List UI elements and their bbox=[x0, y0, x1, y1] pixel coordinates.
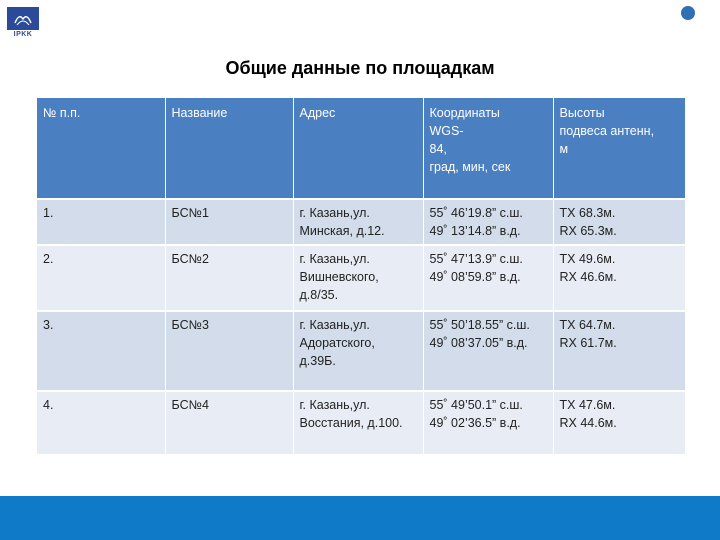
table-row bbox=[37, 199, 685, 245]
table-cell: 55˚ 47’13.9” с.ш. 49˚ 08’59.8” в.д. bbox=[423, 245, 553, 311]
table-cell: 55˚ 46’19.8” с.ш. 49˚ 13’14.8” в.д. bbox=[423, 199, 553, 245]
column-header: № п.п. bbox=[37, 98, 165, 199]
table-row bbox=[37, 245, 685, 311]
table-row bbox=[37, 391, 685, 455]
table-cell: 3. bbox=[37, 311, 165, 391]
table-cell: TX 47.6м. RX 44.6м. bbox=[553, 391, 685, 455]
bird-emblem-icon bbox=[13, 11, 33, 27]
sites-table bbox=[37, 98, 686, 456]
motorola-logo-icon bbox=[681, 6, 695, 20]
logo-text: IPKK bbox=[7, 30, 39, 39]
page-title: Общие данные по площадкам bbox=[225, 58, 495, 78]
table-cell: г. Казань,ул. Адоратского, д.39Б. bbox=[293, 311, 423, 391]
footer-bar bbox=[0, 496, 720, 540]
table-cell: БС№1 bbox=[165, 199, 293, 245]
table-header-row bbox=[37, 98, 685, 199]
column-header: Адрес bbox=[293, 98, 423, 199]
table-cell: г. Казань,ул. Минская, д.12. bbox=[293, 199, 423, 245]
table-cell: БС№4 bbox=[165, 391, 293, 455]
table-cell: г. Казань,ул. Восстания, д.100. bbox=[293, 391, 423, 455]
company-logo bbox=[7, 7, 39, 39]
table-cell: г. Казань,ул. Вишневского, д.8/35. bbox=[293, 245, 423, 311]
table-cell: TX 64.7м. RX 61.7м. bbox=[553, 311, 685, 391]
column-header: Название bbox=[165, 98, 293, 199]
table-cell: 1. bbox=[37, 199, 165, 245]
table-cell: БС№2 bbox=[165, 245, 293, 311]
column-header: Координаты WGS- 84, град, мин, сек bbox=[423, 98, 553, 199]
table-cell: TX 49.6м. RX 46.6м. bbox=[553, 245, 685, 311]
table-cell: 55˚ 49’50.1” с.ш. 49˚ 02’36.5” в.д. bbox=[423, 391, 553, 455]
motorola-logo bbox=[668, 6, 708, 40]
column-header: Высоты подвеса антенн, м bbox=[553, 98, 685, 199]
table-cell: БС№3 bbox=[165, 311, 293, 391]
table-cell: TX 68.3м. RX 65.3м. bbox=[553, 199, 685, 245]
table-cell: 4. bbox=[37, 391, 165, 455]
table-cell: 55˚ 50’18.55” с.ш. 49˚ 08’37.05” в.д. bbox=[423, 311, 553, 391]
table-row bbox=[37, 311, 685, 391]
table-cell: 2. bbox=[37, 245, 165, 311]
